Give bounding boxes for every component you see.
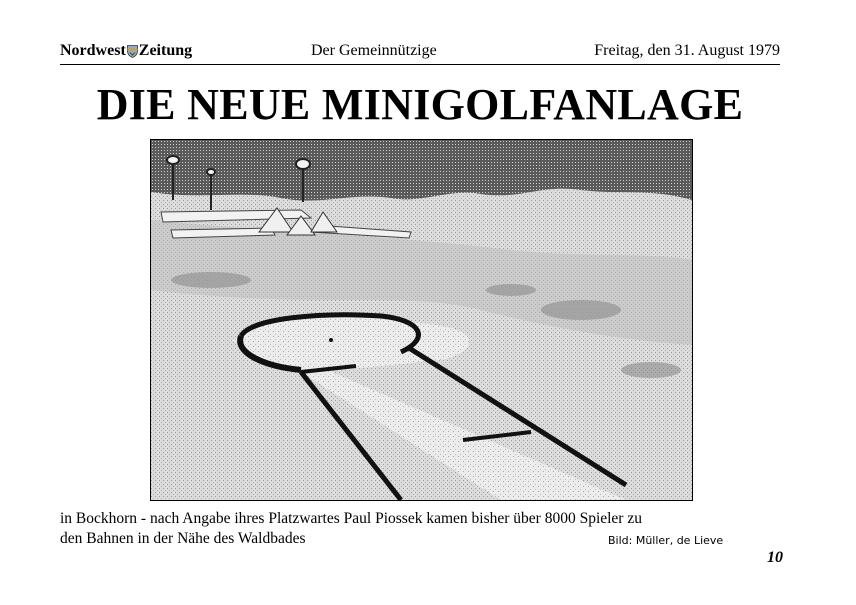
caption-line-1: in Bockhorn - nach Angabe ihres Platzwartes Paul Piossek kamen bisher über 8000 Spieler zu [60,510,642,527]
headline: DIE NEUE MINIGOLFANLAGE [96,80,744,129]
issue-date: Freitag, den 31. August 1979 [594,42,780,59]
caption-line-2-container [60,529,780,549]
newspaper-name-left: Nordwest [60,42,126,59]
newspaper-name [60,42,192,60]
minigolf-course-photo [150,139,693,501]
section-name: Der Gemeinnützige [311,42,437,59]
masthead [60,42,780,65]
page-number: 10 [767,549,783,566]
coat-of-arms-icon [127,45,138,58]
photo-credit: Bild: Müller, de Lieve [608,534,724,547]
newspaper-name-right: Zeitung [138,42,193,59]
caption-line-2: den Bahnen in der Nähe des Waldbades [60,530,306,547]
photo-caption [60,509,780,549]
